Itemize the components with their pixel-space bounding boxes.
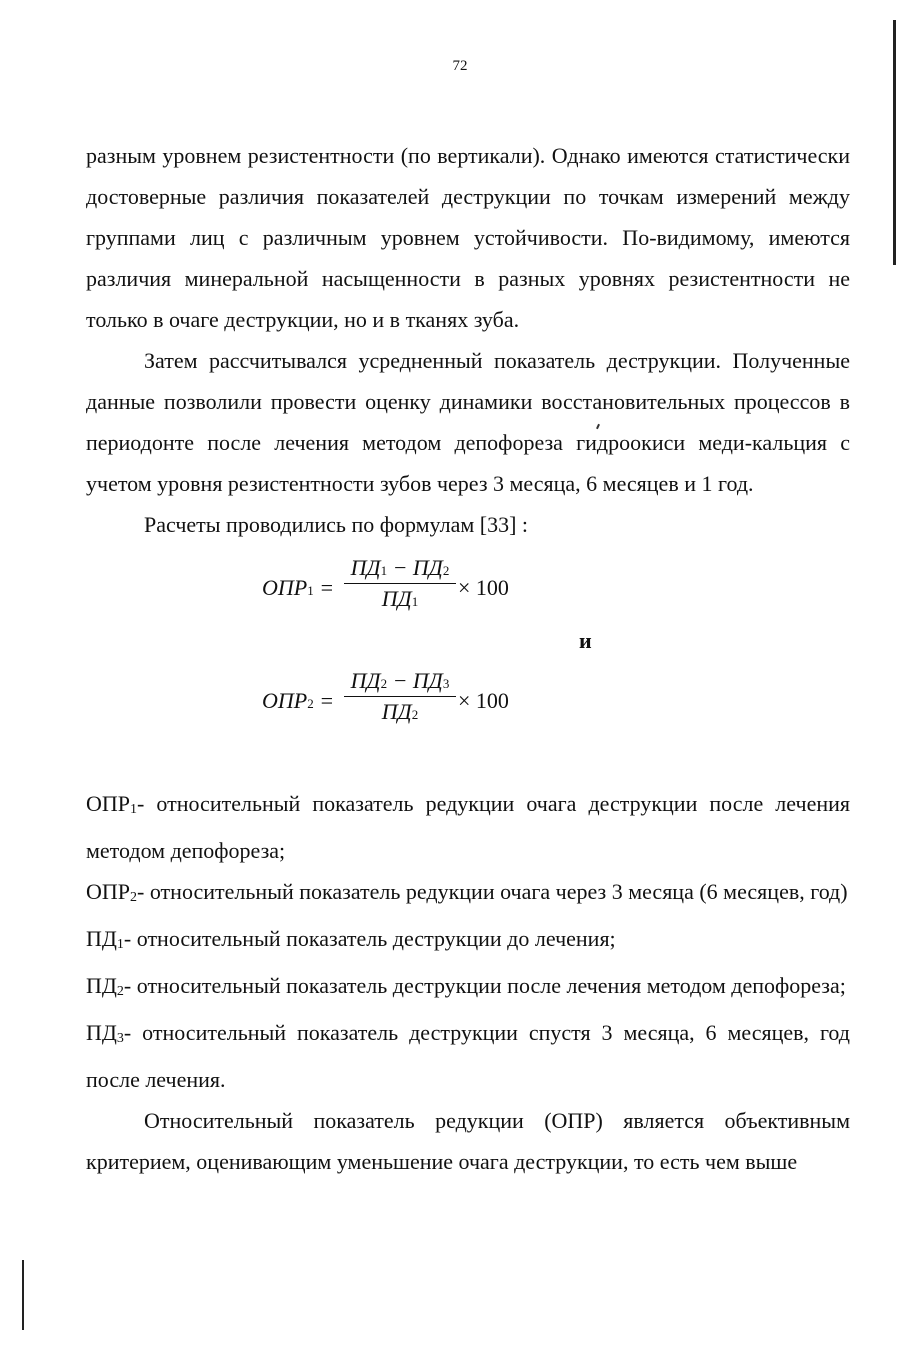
page-number: 72 — [452, 58, 468, 74]
paragraph-1: разным уровнем резистентности (по вертикали). Однако имеются статистически достоверные различия показателей деструкции по точкам измерений между группами лиц с различным уровнем устойчивости. По-видимому, имеются различия минеральной насыщенности в разных уровнях резистентности не только в очаге деструкции, но и в тканях зуба. — [86, 143, 850, 332]
closing-paragraph: Относительный показатель редукции (ОПР) является объективным критерием, оценивающим уменьшение очага деструкции, то есть чем выше — [86, 1108, 850, 1174]
conjunction-and: и — [579, 628, 592, 653]
paragraph-3: Расчеты проводились по формулам [33] : — [144, 512, 529, 537]
formula1-denominator: ПД1 — [381, 586, 419, 611]
formula2-multiplier: × 100 — [458, 688, 509, 713]
formula1-fraction — [344, 555, 456, 612]
formula2-lhs: ОПР2 = — [262, 688, 335, 713]
definition-item: ПД3- относительный показатель деструкции спустя 3 месяца, 6 месяцев, год после лечения. — [86, 1020, 850, 1092]
definition-item: ПД1- относительный показатель деструкции до лечения; — [86, 926, 616, 952]
definitions-list — [86, 783, 850, 1182]
formula2-denominator: ПД2 — [381, 699, 419, 724]
body-text-top — [86, 135, 850, 545]
formula1-multiplier: × 100 — [458, 575, 509, 600]
definition-item: ОПР2- относительный показатель редукции очага через 3 месяца (6 месяцев, год) — [86, 879, 848, 905]
formula1-numerator: ПД1 − ПД2 — [344, 555, 456, 584]
formula1-lhs: ОПР1 = — [262, 575, 335, 600]
definition-item: ОПР1- относительный показатель редукции очага деструкции после лечения методом депофореза; — [86, 791, 850, 863]
scan-edge-right — [893, 20, 896, 265]
definition-item: ПД2- относительный показатель деструкции после лечения методом депофореза; — [86, 973, 846, 999]
formula2-numerator: ПД2 − ПД3 — [344, 668, 456, 697]
formula2-fraction — [344, 668, 456, 725]
paragraph-2: Затем рассчитывался усредненный показатель деструкции. Полученные данные позволили провести оценку динамики восстановительных процессов в периодонте после лечения методом депофореза гидроокиси меди-кальция с учетом уровня резистентности зубов через 3 месяца, 6 месяцев и 1 год. — [86, 348, 850, 496]
scan-edge-left — [22, 1260, 24, 1330]
